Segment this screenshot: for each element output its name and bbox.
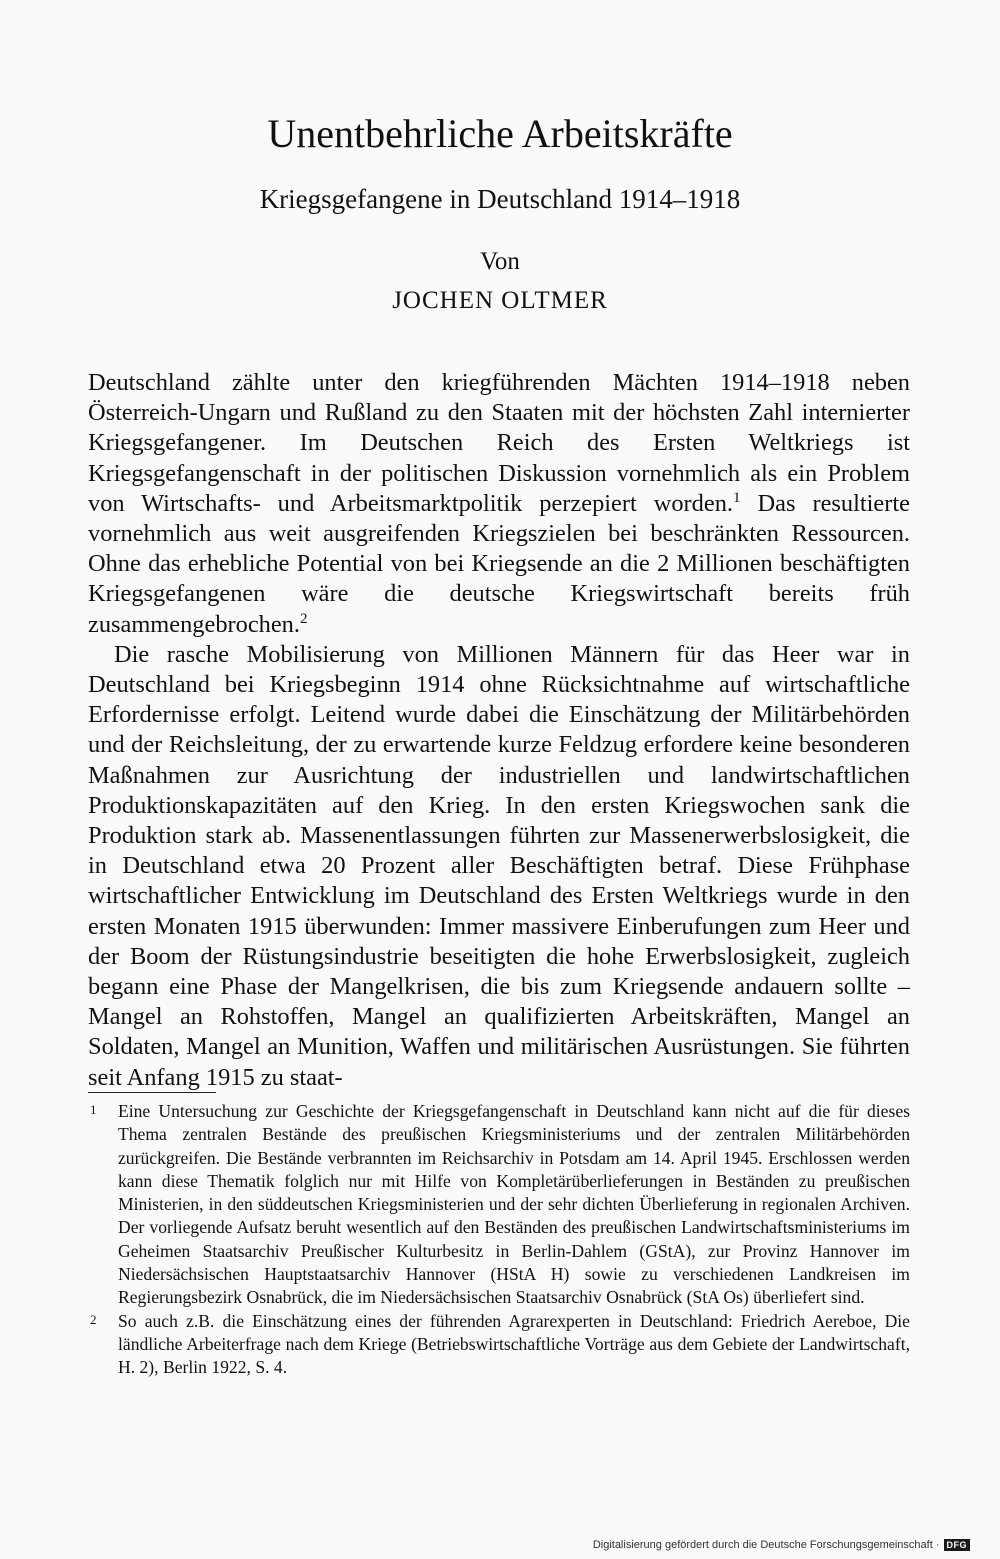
- byline: Von: [480, 248, 520, 275]
- footnote-number: 2: [90, 1311, 97, 1327]
- footnote-2: [88, 1310, 910, 1380]
- footnote-number: 1: [90, 1102, 97, 1117]
- footnote-divider: [88, 1092, 216, 1093]
- digitization-credit: [593, 1539, 970, 1551]
- dfg-logo: DFG: [944, 1539, 971, 1551]
- credit-text: Digitalisierung gefördert durch die Deutsche Forschungsgemeinschaft ·: [592, 1539, 940, 1551]
- footnote-ref-1[interactable]: 1: [733, 489, 741, 506]
- article-title: Unentbehrliche Arbeitskräfte: [267, 111, 733, 156]
- paragraph-2: Die rasche Mobilisierung von Millionen Männern für das Heer war in Deutschland bei Kriegsbeginn 1914 ohne Rücksichtnahme auf wirtschaftliche Erfordernisse erfolgt. Leitend wurde dabei die Einschätzung der Militärbehörden und der Reichsleitung, der zu erwartende kurze Feldzug erfordere keine besonderen Maßnahmen zur Ausrichtung der industriellen und landwirtschaftlichen Produktionskapazitäten auf den Krieg. In den ersten Kriegswochen sank die Produktion stark ab. Massenentlassungen führten zur Massenerwerbslosigkeit, die in Deutschland etwa 20 Prozent aller Beschäftigten betraf. Diese Frühphase wirtschaftlicher Entwicklung im Deutschland des Ersten Weltkriegs wurde in den ersten Monaten 1915 überwunden: Immer massivere Einberufungen zum Heer und der Boom der Rüstungsindustrie beseitigten die hohe Erwerbslosigkeit, zugleich begann eine Phase der Mangelkrisen, die bis zum Kriegsende andauern sollte – Mangel an Rohstoffen, Mangel an qualifizierten Arbeitskräften, Mangel an Soldaten, Mangel an Munition, Waffen und militärischen Ausrüstungen. Sie führten seit Anfang 1915 zu staat-: [88, 640, 910, 1091]
- footnote-ref-2[interactable]: 2: [299, 610, 308, 627]
- paragraph-1: [88, 368, 910, 640]
- article-body: [88, 368, 910, 1093]
- article-subtitle: Kriegsgefangene in Deutschland 1914–1918: [259, 184, 741, 214]
- footnote-text: So auch z.B. die Einschätzung eines der führenden Agrarexperten in Deutschland: Friedrich Aereboe, Die ländliche Arbeiterfrage nach dem Kriege (Betriebswirtschaftliche Vorträge aus dem Gebiete der Landwirtschaft, H. 2), Berlin 1922, S. 4.: [118, 1310, 910, 1378]
- author-name: JOCHEN OLTMER: [392, 287, 608, 314]
- footnotes: [88, 1100, 910, 1380]
- paragraph-1-part-a: Deutschland zählte unter den kriegführenden Mächten 1914–1918 neben Österreich-Ungarn und Rußland zu den Staaten mit der höchsten Zahl internierter Kriegsgefangener. Im Deutschen Reich des Ersten Weltkriegs ist Kriegsgefangenschaft in der politischen Diskussion vornehmlich als ein Problem von Wirtschafts- und Arbeitsmarktpolitik perzepiert worden.: [88, 369, 910, 517]
- footnote-1: [88, 1100, 910, 1310]
- paragraph-1-part-b: Das resultierte vornehmlich aus weit ausgreifenden Kriegszielen bei beschränkten Ressourcen. Ohne das erhebliche Potential von bei Kriegsende an die 2 Millionen beschäftigten Kriegsgefangenen wäre die deutsche Kriegswirtschaft bereits früh zusammengebrochen.: [88, 489, 910, 638]
- footnote-text: Eine Untersuchung zur Geschichte der Kriegsgefangenschaft in Deutschland kann nicht auf die für dieses Thema zentralen Bestände des preußischen Kriegsministeriums und der zentralen Militärbehörden zurückgreifen. Die Bestände verbrannten im Reichsarchiv in Potsdam am 14. April 1945. Erschlossen werden kann diese Thematik folglich nur mit Hilfe von Kompletärüberlieferungen in Beständen zu preußischen Ministerien, in den süddeutschen Kriegsministerien und der sehr dichten Überlieferung in regionalen Archiven. Der vorliegende Aufsatz beruht wesentlich auf den Beständen des preußischen Landwirtschaftsministeriums im Geheimen Staatsarchiv Preußischer Kulturbesitz in Berlin-Dahlem (GStA), zur Provinz Hannover im Niedersächsischen Hauptstaatsarchiv Hannover (HStA H) sowie zu verschiedenen Landkreisen im Regierungsbezirk Osnabrück, die im Niedersächsischen Staatsarchiv Osnabrück (StA Os) überliefert sind.: [118, 1101, 910, 1308]
